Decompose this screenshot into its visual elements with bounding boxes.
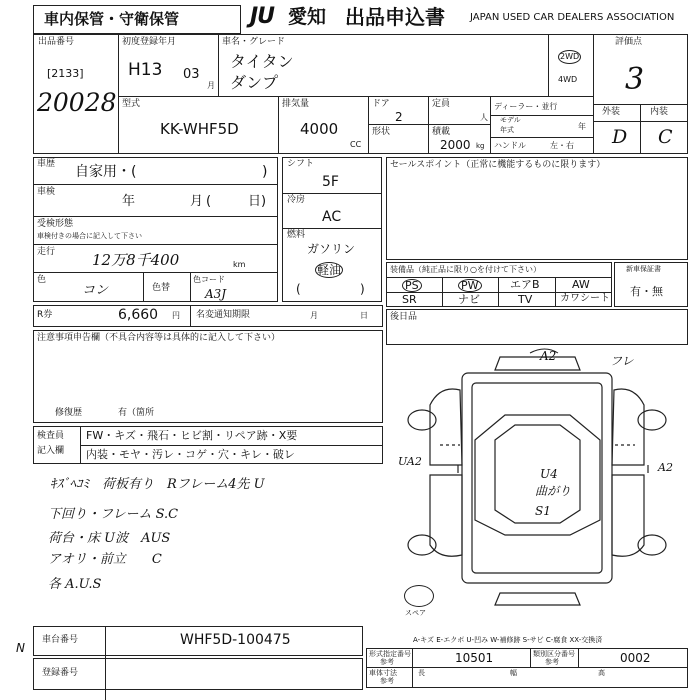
class-ref: 参考: [545, 658, 559, 666]
handwritten-line-5: 各 A.U.S: [48, 577, 102, 592]
inspection-day: 日): [248, 194, 267, 209]
class-value: 0002: [620, 651, 651, 665]
registration-label: 登録番号: [42, 668, 79, 678]
drive-2wd: 2WD: [558, 50, 581, 64]
color-code: A3J: [205, 287, 227, 301]
chassis-number: WHF5D-100475: [180, 632, 291, 648]
inspector-label-2: 記入欄: [37, 446, 65, 456]
car-name-label: 車名・グレード: [222, 37, 286, 47]
handwritten-line-3: 荷台・床 U波 AUS: [48, 531, 171, 546]
inspection-month: 月: [190, 194, 204, 209]
wheel-rear-left: [408, 535, 436, 555]
mileage-label: 走行: [37, 247, 56, 257]
diagram-right-mark: A2: [658, 461, 673, 474]
model-label: モデル: [500, 116, 521, 124]
first-reg-label: 初度登録年月: [122, 37, 177, 47]
handle-options: 左・右: [550, 141, 574, 150]
side-mark: N: [16, 641, 25, 655]
repair-label: 修復歴: [55, 408, 83, 418]
door-value: 2: [395, 110, 403, 124]
body-dims-label: 車体寸法: [369, 669, 397, 677]
color-code-label: 色コード: [193, 275, 225, 284]
registration-box: [33, 658, 363, 690]
score-value: 3: [625, 62, 645, 97]
spare-tire-icon: [404, 585, 434, 607]
rear-remarks-label: 後日品: [390, 312, 418, 322]
equip-aw: AW: [572, 278, 590, 291]
transfer-note: 車検付きの場合に記入して下さい: [37, 232, 142, 240]
transfer-label: 受検形態: [37, 219, 74, 229]
car-name: タイタン: [230, 52, 294, 71]
spare-label: スペア: [405, 609, 426, 617]
rear-remarks-box: [386, 309, 688, 345]
lot-label: 出品番号: [38, 37, 75, 47]
designation-ref: 参考: [380, 658, 394, 666]
body-dims-ref: 参考: [380, 677, 394, 685]
class-label: 類別区分番号: [533, 650, 575, 658]
interior-grade: C: [658, 126, 673, 148]
sales-point-box: [386, 157, 688, 260]
name-change-label: 名変通知期限: [196, 310, 251, 320]
fuel-close: ): [360, 282, 365, 296]
fuel-label: 燃料: [287, 230, 306, 240]
inspection-open: (: [206, 194, 212, 209]
load-value: 2000: [440, 138, 471, 152]
inspector-label-1: 検査員: [37, 431, 65, 441]
region-name: 愛知: [288, 6, 327, 28]
diagram-left-mark: UA2: [398, 455, 422, 468]
inspector-row-2: 内装・モヤ・汚レ・コゲ・穴・キレ・破レ: [86, 448, 295, 461]
equip-tv: TV: [518, 293, 533, 306]
color-label: 色: [37, 275, 47, 285]
diagram-center-2: 曲がり: [535, 484, 572, 498]
recycle-label: R券: [37, 310, 53, 320]
diagram-bed: [462, 373, 612, 583]
wheel-front-right: [638, 410, 666, 430]
displacement-unit: CC: [350, 140, 362, 149]
first-reg-era: H13: [128, 60, 163, 80]
body-width: 幅: [510, 669, 517, 677]
damage-legend: A-キズ E-エクボ U-凹み W-補修跡 S-サビ C-腐食 XX-交換済: [413, 636, 603, 644]
color-change-label: 色替: [152, 283, 171, 293]
equip-ps: PS: [402, 279, 422, 292]
displacement-value: 4000: [300, 120, 339, 138]
aircon-value: AC: [322, 209, 342, 225]
warranty-value: 有・無: [630, 285, 663, 298]
shape-label: 形状: [372, 127, 391, 137]
inspector-row-1: FW・キズ・飛石・ヒビ割・リペア跡・X要: [86, 429, 298, 442]
handle-label: ハンドル: [494, 141, 526, 150]
history-value: 自家用・(: [75, 164, 137, 180]
equipment-label: 装備品（純正品に限り○を付けて下さい）: [390, 265, 541, 274]
name-change-month: 月: [310, 311, 318, 320]
fuel-gasoline: ガソリン: [307, 242, 356, 256]
mileage-unit: km: [233, 260, 246, 269]
car-grade: ダンプ: [230, 73, 279, 92]
lot-bracket: [2133]: [47, 67, 84, 80]
form-title: 出品申込書: [345, 5, 445, 29]
top-section-box: [33, 34, 688, 154]
recycle-value: 6,660: [118, 307, 159, 323]
exterior-grade: D: [612, 126, 628, 148]
displacement-label: 排気量: [282, 99, 310, 109]
storage-stamp-text: 車内保管・守衛保管: [44, 10, 180, 28]
mileage-value: 12万8千400: [92, 251, 180, 269]
notes-label: 注意事項申告欄（不具合内容等は具体的に記入して下さい）: [37, 333, 281, 343]
wheel-front-left: [408, 410, 436, 430]
equip-seat: カワシート: [560, 293, 610, 304]
first-reg-month-unit: 月: [207, 81, 215, 90]
history-close: ): [262, 164, 268, 180]
door-label: ドア: [372, 99, 390, 109]
equip-pw: PW: [458, 279, 482, 292]
score-label: 評価点: [615, 37, 643, 47]
notes-box: [33, 330, 383, 423]
storage-stamp-box: [33, 5, 241, 34]
color-value: コン: [82, 283, 109, 298]
equip-sr: SR: [402, 293, 417, 306]
interior-label: 内装: [650, 107, 669, 117]
equip-navi: ナビ: [458, 293, 480, 306]
model-year-label: 年式: [500, 126, 514, 134]
body-height: 高: [598, 669, 605, 677]
model-year-unit: 年: [578, 122, 586, 131]
warranty-label: 新車保証書: [626, 265, 661, 273]
diagram-top-right: フレ: [610, 354, 634, 368]
type-label: 型式: [122, 99, 141, 109]
shift-label: シフト: [287, 159, 315, 169]
capacity-label: 定員: [432, 99, 451, 109]
dealer-label: ディーラー・並行: [494, 102, 558, 111]
load-unit: kg: [476, 142, 485, 150]
exterior-label: 外装: [602, 107, 621, 117]
name-change-day: 日: [360, 311, 368, 320]
load-label: 積載: [432, 127, 451, 137]
sales-point-label: セールスポイント（正常に機能するものに限ります）: [390, 160, 606, 170]
inspection-year: 年: [122, 194, 136, 209]
designation-value: 10501: [455, 651, 494, 665]
history-label: 車歴: [37, 159, 56, 169]
wheel-rear-right: [638, 535, 666, 555]
drive-4wd: 4WD: [558, 75, 578, 84]
body-length: 長: [418, 669, 425, 677]
association-name: JAPAN USED CAR DEALERS ASSOCIATION: [470, 12, 675, 23]
vehicle-info-box: [33, 157, 278, 302]
first-reg-month: 03: [183, 67, 200, 82]
type-value: KK-WHF5D: [160, 120, 239, 138]
equip-airbag: エアB: [510, 278, 540, 291]
lot-number: 20028: [37, 88, 117, 117]
inspection-label: 車検: [37, 187, 56, 197]
designation-label: 形式指定番号: [369, 650, 411, 658]
recycle-unit: 円: [172, 311, 180, 320]
ju-logo: JU: [250, 4, 275, 29]
shift-value: 5F: [322, 174, 339, 190]
diagram-top-mark: A2: [540, 349, 557, 363]
diagram-center-1: U4: [540, 467, 558, 481]
handwritten-line-2: 下回り・フレーム S.C: [48, 507, 179, 522]
diagram-center-3: S1: [535, 504, 551, 518]
fuel-open: (: [296, 282, 301, 296]
fuel-diesel: 軽油: [317, 263, 342, 277]
handwritten-line-1: ｷｽﾞﾍｺﾐ 荷板有り Rフレーム4先 U: [50, 477, 265, 492]
repair-value: 有（箇所: [118, 408, 155, 418]
aircon-label: 冷房: [287, 195, 306, 205]
handwritten-line-4: アオリ・前立 C: [48, 552, 162, 567]
chassis-label: 車台番号: [42, 635, 79, 645]
capacity-unit: 人: [480, 113, 488, 122]
